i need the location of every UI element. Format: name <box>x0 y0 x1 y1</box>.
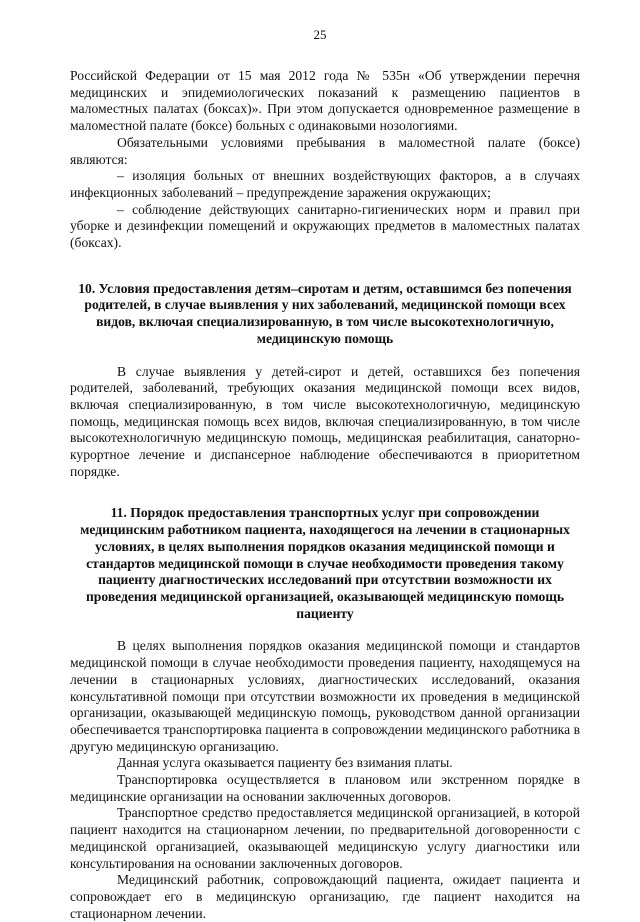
section-10 <box>70 281 580 481</box>
paragraph: – соблюдение действующих санитарно-гигиенических норм и правил при уборке и дезинфекции помещений и окружающих предметов в маломестных палатах (боксах). <box>70 201 580 251</box>
document-body <box>70 68 580 922</box>
paragraph: В случае выявления у детей-сирот и детей, оставшихся без попечения родителей, заболеваний, требующих оказания медицинской помощи всех видов, включая специализированную, в том числе высокотехнологичную, медицинскую помощь, медицинская помощь всех видов, включая специализированную, в том числе высокотехнологичную медицинскую помощь, медицинская реабилитация, санаторно-курортное лечение и диспансерное наблюдение обеспечиваются в приоритетном порядке. <box>70 363 580 479</box>
paragraph: Медицинский работник, сопровождающий пациента, ожидает пациента и сопровождает его в медицинскую организацию, где пациент находится на стационарном лечении. <box>70 872 580 921</box>
page-number: 25 <box>313 27 327 42</box>
paragraph: Данная услуга оказывается пациенту без взимания платы. <box>117 755 453 771</box>
section-heading: 11. Порядок предоставления транспортных услуг при сопровождении медицинским работником пациента, находящегося на лечении в стационарных условиях, в целях выполнения порядков оказания медицинской помощи и стандартов медицинской помощи в случае необходимости проведения такому пациенту диагностических исследований при отсутствии возможности их проведения медицинской организацией, оказывающей медицинскую помощь пациенту <box>80 505 570 621</box>
section-11 <box>70 505 580 922</box>
paragraph: Российской Федерации от 15 мая 2012 года № 535н «Об утверждении перечня медицинских и эпидемиологических показаний к размещению пациентов в маломестных палатах (боксах)». При этом допускается одновременное размещение в маломестной палате (боксе) больных с одинаковыми нозологиями. <box>70 68 580 134</box>
section-heading: 10. Условия предоставления детям–сиротам и детям, оставшимся без попечения родителей, в случае выявления у них заболеваний, медицинской помощи всех видов, включая специализированную, в том числе высокотехнологичную, медицинскую помощь <box>78 280 572 346</box>
paragraph: Транспортировка осуществляется в плановом или экстренном порядке в медицинские организации на основании заключенных договоров. <box>70 772 580 804</box>
paragraph: – изоляция больных от внешних воздействующих факторов, а в случаях инфекционных заболеваний – предупреждение заражения окружающих; <box>70 168 580 200</box>
paragraph: В целях выполнения порядков оказания медицинской помощи и стандартов медицинской помощи в случае необходимости проведения пациенту, находящемуся на лечении в стационарных условиях, диагностических исследований, оказания консультативной помощи при отсутствии возможности их проведения в медицинской организации, оказывающей медицинскую помощь, руководством данной организации обеспечивается транспортировка пациента в сопровождении медицинского работника в другую медицинскую организацию. <box>70 638 580 754</box>
paragraph: Транспортное средство предоставляется медицинской организацией, в которой пациент находится на стационарном лечении, по предварительной договоренности с медицинской организацией, оказывающей медицинскую услугу диагностики или консультирования на основании заключенных договоров. <box>70 805 580 871</box>
paragraph: Обязательными условиями пребывания в маломестной палате (боксе) являются: <box>70 134 580 167</box>
intro-block <box>70 68 580 252</box>
